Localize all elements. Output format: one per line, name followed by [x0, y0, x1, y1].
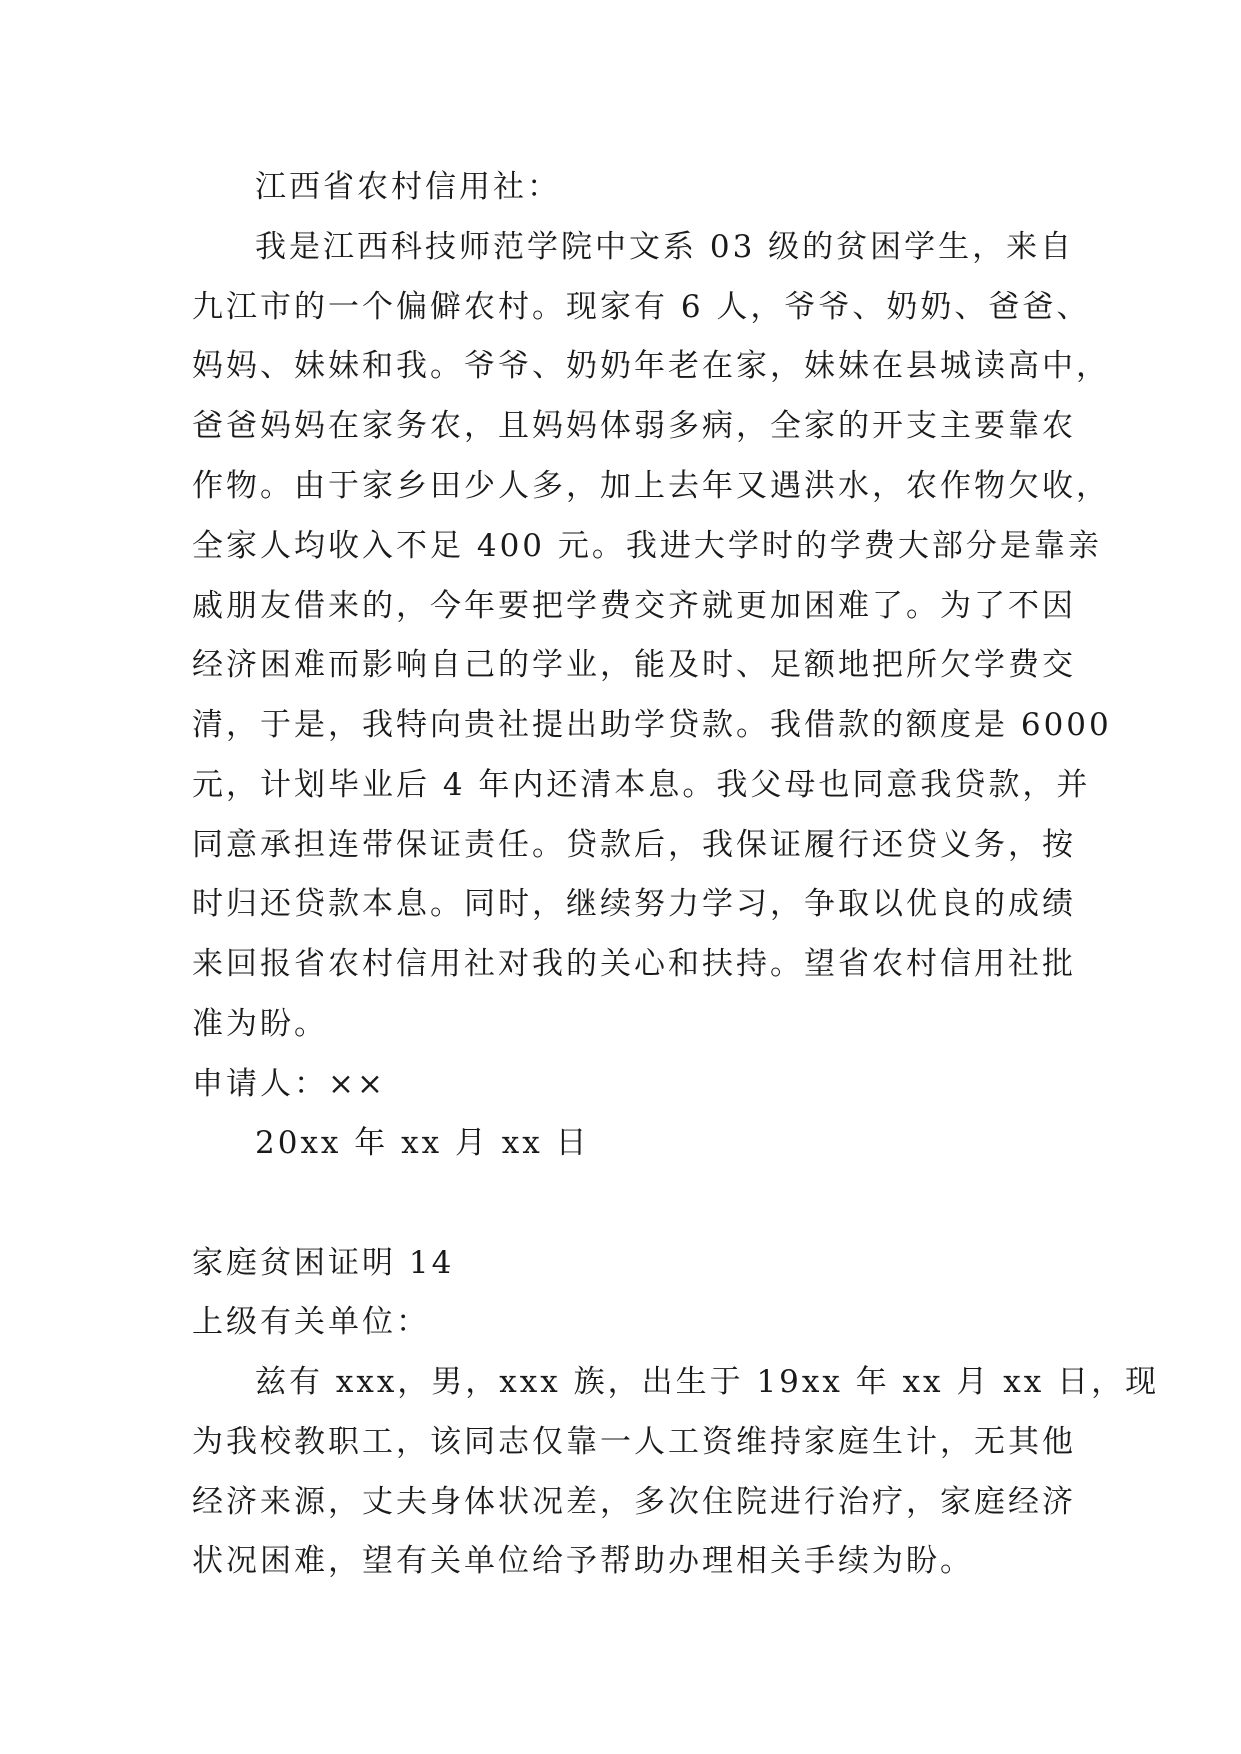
letter1-body-line: 经济困难而影响自己的学业，能及时、足额地把所欠学费交	[192, 647, 1076, 683]
letter2-salutation: 上级有关单位：	[192, 1304, 430, 1340]
letter2-body-line: 为我校教职工，该同志仅靠一人工资维持家庭生计，无其他	[192, 1424, 1076, 1460]
letter1-body-line: 妈妈、妹妹和我。爷爷、奶奶年老在家，妹妹在县城读高中，	[192, 348, 1110, 384]
letter2-title: 家庭贫困证明 14	[192, 1245, 455, 1281]
letter1-body-line: 同意承担连带保证责任。贷款后，我保证履行还贷义务，按	[192, 827, 1076, 863]
letter1-body-line: 全家人均收入不足 400 元。我进大学时的学费大部分是靠亲	[192, 528, 1102, 564]
letter1-body-line: 戚朋友借来的，今年要把学费交齐就更加困难了。为了不因	[192, 588, 1076, 624]
letter1-body-line: 九江市的一个偏僻农村。现家有 6 人，爷爷、奶奶、爸爸、	[192, 289, 1091, 325]
letter1-body-line: 时归还贷款本息。同时，继续努力学习，争取以优良的成绩	[192, 886, 1076, 922]
letter1-body-line: 爸爸妈妈在家务农，且妈妈体弱多病，全家的开支主要靠农	[192, 408, 1076, 444]
letter1-body-line: 准为盼。	[192, 1006, 328, 1042]
letter1-body-line: 元，计划毕业后 4 年内还清本息。我父母也同意我贷款，并	[192, 767, 1091, 803]
letter1-salutation: 江西省农村信用社：	[255, 169, 561, 205]
letter1-body-line: 我是江西科技师范学院中文系 03 级的贫困学生，来自	[255, 229, 1075, 265]
letter1-body-line: 来回报省农村信用社对我的关心和扶持。望省农村信用社批	[192, 946, 1076, 982]
letter1-body-line: 清，于是，我特向贵社提出助学贷款。我借款的额度是 6000	[192, 707, 1112, 743]
letter2-body-line: 兹有 xxx，男，xxx 族，出生于 19xx 年 xx 月 xx 日，现	[255, 1364, 1160, 1400]
letter1-body-line: 作物。由于家乡田少人多，加上去年又遇洪水，农作物欠收，	[192, 468, 1110, 504]
letter1-date: 20xx 年 xx 月 xx 日	[255, 1125, 590, 1161]
letter2-body-line: 经济来源，丈夫身体状况差，多次住院进行治疗，家庭经济	[192, 1484, 1076, 1520]
letter1-signature: 申请人：××	[192, 1066, 386, 1102]
letter2-body-line: 状况困难，望有关单位给予帮助办理相关手续为盼。	[192, 1543, 974, 1579]
